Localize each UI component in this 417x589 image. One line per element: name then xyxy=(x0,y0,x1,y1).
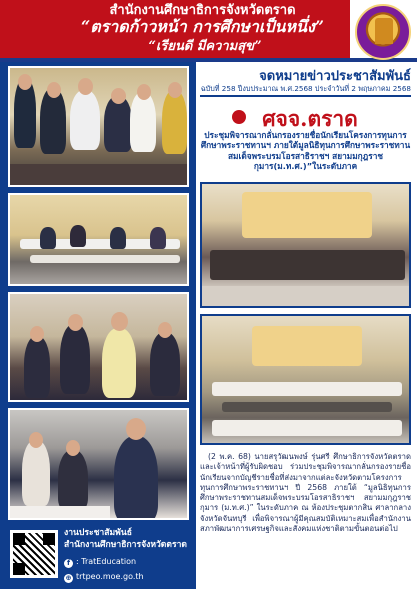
footer-office: สำนักงานศึกษาธิการจังหวัดตราด xyxy=(64,540,187,550)
divider xyxy=(200,95,411,97)
facebook-icon: f xyxy=(64,559,73,568)
footer-pr-unit: งานประชาสัมพันธ์ xyxy=(64,528,132,538)
meeting-photo-1 xyxy=(8,66,189,187)
article-body: (2 พ.ค. 68) นายสรุวัฒนพงษ์ รุ่นศรี ศึกษาธิการจังหวัดตราด และเจ้าหน้าที่ผู้รับผิดชอบ ร่วมประชุมพิจารณากลั่นกรองรายชื่อนักเรียนจากบัญชีรายชื่อที่ส่งมาจากแต่ละจังหวัดตามโครงการทุนการศึกษาพระราชทานฯ ปี 2568 ภายใต้ “มูลนิธิทุนการศึกษาพระราชทานสมเด็จพระบรมโอรสาธิราชฯ สยามมกุฎราชกุมาร (ม.ท.ศ.)” ในระดับภาค ณ ห้องประชุมตากสิน ศาลากลางจังหวัดจันทบุรี เพื่อพิจารณาผู้มีคุณสมบัติเหมาะสมเพื่อสำนักงานสภาพัฒนาการเศรษฐกิจและสังคมแห่งชาติตามขั้นตอนต่อไป xyxy=(200,452,411,534)
logo-emblem-icon xyxy=(375,18,393,44)
article-title: ประชุมพิจารณากลั่นกรองรายชื่อนักเรียนโครงการทุนการศึกษาพระราชทานฯ ภายใต้มูลนิธิทุนการศึกษาพระราชทานสมเด็จพระบรมโอรสาธิราชฯ สยามมกุฎราชกุมาร(ม.ท.ศ.)”ในระดับภาค xyxy=(200,130,411,172)
meeting-photo-3 xyxy=(8,292,189,402)
slogan: “ตราดก้าวหน้า การศึกษาเป็นหนึ่ง” xyxy=(81,17,324,36)
newsletter-title: จดหมายข่าวประชาสัมพันธ์ xyxy=(259,69,411,84)
header xyxy=(0,0,417,60)
meeting-photo-2 xyxy=(8,193,189,286)
office-name: สำนักงานศึกษาธิการจังหวัดตราด xyxy=(109,3,296,18)
motto: “เรียนดี มีความสุข” xyxy=(148,39,262,54)
meeting-photo-4 xyxy=(8,408,189,520)
issue-line: ฉบับที่ 258 ปีงบประมาณ พ.ศ.2568 ประจำวันที่ 2 พฤษภาคม 2568 xyxy=(200,84,411,93)
left-photo-column xyxy=(0,62,196,589)
footer-website[interactable]: ⊕ trtpeo.moe.go.th xyxy=(65,572,144,582)
agency-abbreviation: ศจจ.ตราด xyxy=(262,106,358,131)
backdrop-banner xyxy=(242,192,372,238)
globe-icon: ⊕ xyxy=(65,574,72,582)
footer-facebook[interactable]: f : TratEducation xyxy=(64,556,136,568)
conference-room-photo xyxy=(200,314,411,445)
backdrop-banner-2 xyxy=(252,326,362,366)
group-photo xyxy=(200,182,411,308)
office-logo xyxy=(355,4,411,60)
qr-code-pattern xyxy=(13,533,55,575)
